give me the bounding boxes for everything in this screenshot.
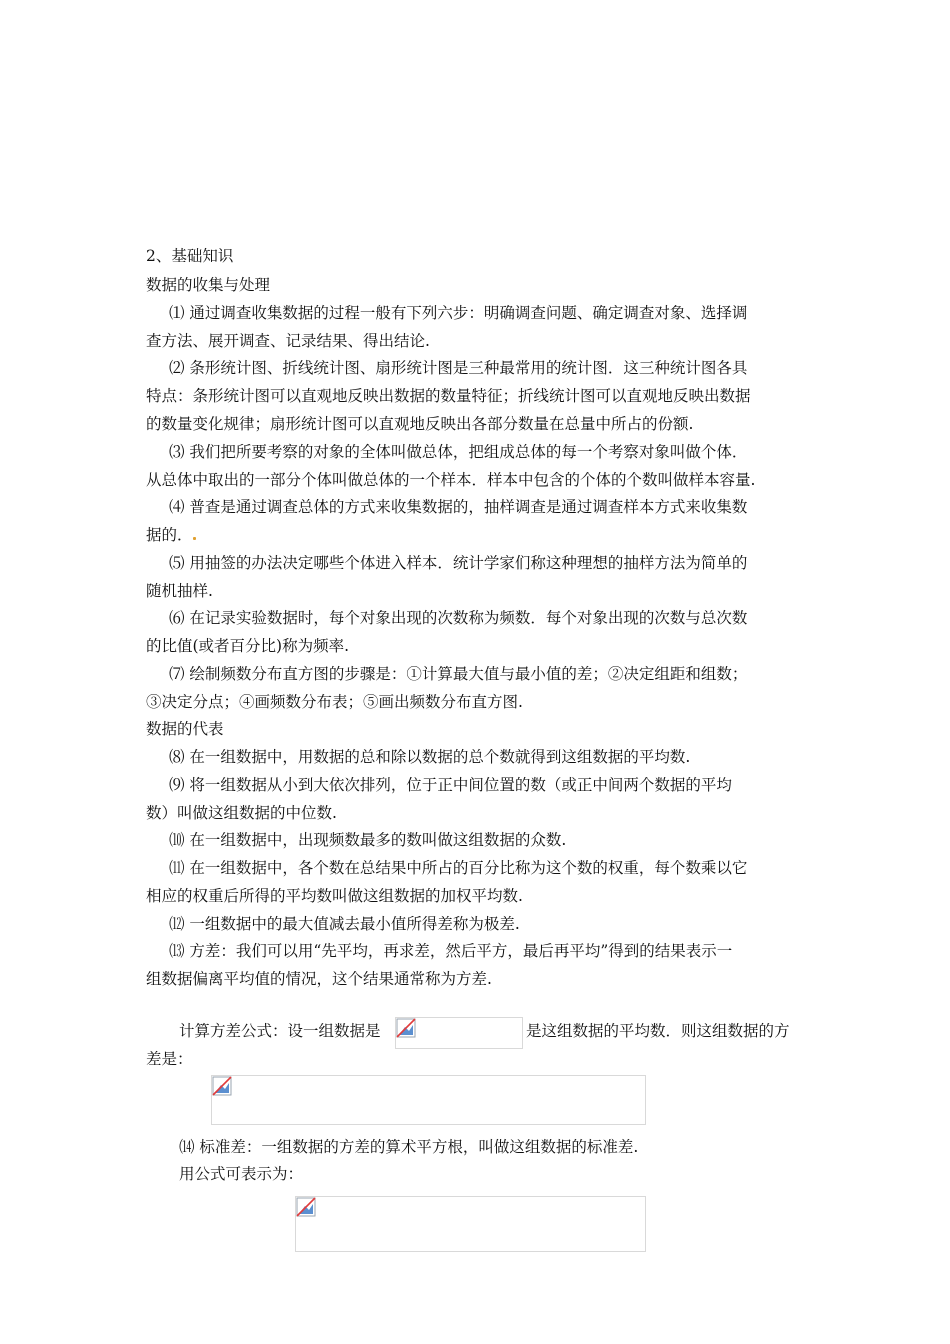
paragraph-11-line-2: 相应的权重后所得的平均数叫做这组数据的加权平均数. [146, 887, 523, 905]
broken-image-icon [212, 1076, 232, 1096]
paragraph-4-line-1: ⑷ 普查是通过调查总体的方式来收集数据的，抽样调查是通过调查样本方式来收集数 [169, 498, 748, 516]
paragraph-2-line-2: 特点：条形统计图可以直观地反映出数据的数量特征；折线统计图可以直观地反映出数据 [146, 387, 751, 405]
variance-formula-intro-cont: 是这组数据的平均数．则这组数据的方 [526, 1022, 790, 1040]
standard-deviation-formula-image [295, 1196, 646, 1252]
paragraph-14-formula-label: 用公式可表示为： [179, 1165, 304, 1183]
paragraph-7-line-1: ⑺ 绘制频数分布直方图的步骤是：①计算最大值与最小值的差；②决定组距和组数； [169, 665, 748, 683]
paragraph-8: ⑻ 在一组数据中，用数据的总和除以数据的总个数就得到这组数据的平均数. [169, 748, 691, 766]
paragraph-14: ⒁ 标准差：一组数据的方差的算术平方根，叫做这组数据的标准差. [179, 1138, 639, 1156]
broken-image-icon [296, 1197, 316, 1217]
paragraph-9-line-1: ⑼ 将一组数据从小到大依次排列，位于正中间位置的数（或正中间两个数据的平均 [169, 776, 732, 794]
broken-image-icon [396, 1018, 416, 1038]
variance-formula-line-2: 差是： [146, 1050, 193, 1068]
paragraph-12: ⑿ 一组数据中的最大值减去最小值所得差称为极差. [169, 915, 520, 933]
data-set-formula-image [395, 1017, 523, 1049]
paragraph-1-line-2: 查方法、展开调查、记录结果、得出结论. [146, 332, 430, 350]
paragraph-3-line-2: 从总体中取出的一部分个体叫做总体的一个样本．样本中包含的个体的个数叫做样本容量. [146, 471, 756, 489]
paragraph-13-line-1: ⒀ 方差：我们可以用“先平均，再求差，然后平方，最后再平均”得到的结果表示一 [169, 942, 733, 960]
subheading-collection: 数据的收集与处理 [146, 276, 271, 294]
paragraph-2-line-3: 的数量变化规律；扇形统计图可以直观地反映出各部分数量在总量中所占的份额. [146, 415, 694, 433]
paragraph-3-line-1: ⑶ 我们把所要考察的对象的全体叫做总体，把组成总体的每一个考察对象叫做个体． [169, 443, 748, 461]
paragraph-7-line-2: ③决定分点；④画频数分布表；⑤画出频数分布直方图. [146, 693, 523, 711]
subheading-representatives: 数据的代表 [146, 720, 224, 738]
stray-mark [193, 537, 196, 540]
paragraph-5-line-1: ⑸ 用抽签的办法决定哪些个体进入样本．统计学家们称这种理想的抽样方法为简单的 [169, 554, 748, 572]
paragraph-10: ⑽ 在一组数据中，出现频数最多的数叫做这组数据的众数. [169, 831, 567, 849]
section-heading: 2、基础知识 [146, 247, 234, 265]
variance-formula-image [211, 1075, 646, 1125]
paragraph-6-line-1: ⑹ 在记录实验数据时，每个对象出现的次数称为频数．每个对象出现的次数与总次数 [169, 609, 748, 627]
paragraph-6-line-2: 的比值(或者百分比)称为频率. [146, 637, 350, 655]
paragraph-5-line-2: 随机抽样. [146, 582, 213, 600]
paragraph-11-line-1: ⑾ 在一组数据中，各个数在总结果中所占的百分比称为这个数的权重，每个数乘以它 [169, 859, 748, 877]
paragraph-9-line-2: 数）叫做这组数据的中位数. [146, 804, 337, 822]
paragraph-4-line-2: 据的． [146, 526, 193, 544]
paragraph-2-line-1: ⑵ 条形统计图、折线统计图、扇形统计图是三种最常用的统计图．这三种统计图各具 [169, 359, 748, 377]
paragraph-1-line-1: ⑴ 通过调查收集数据的过程一般有下列六步：明确调查问题、确定调查对象、选择调 [169, 304, 748, 322]
paragraph-13-line-2: 组数据偏离平均值的情况，这个结果通常称为方差. [146, 970, 492, 988]
variance-formula-intro: 计算方差公式：设一组数据是 [179, 1022, 381, 1040]
